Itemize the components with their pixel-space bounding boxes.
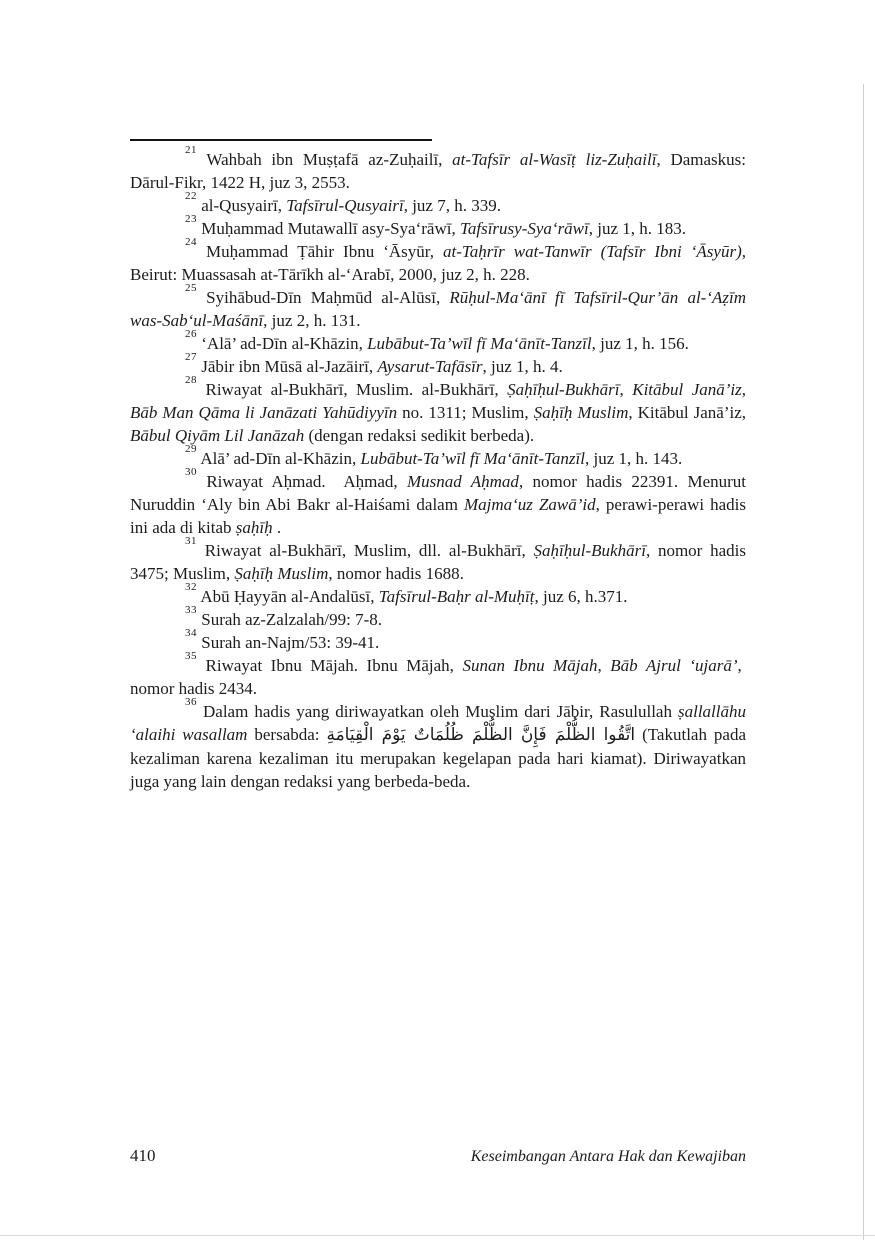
footnote-number: 29 <box>185 443 197 456</box>
footnote-text: Tafsīrusy-Sya‘rāwī <box>459 219 589 238</box>
page-footer <box>130 1146 746 1166</box>
footnote-text: Abū Ḥayyān al-Andalūsī, <box>200 587 379 606</box>
footnote-text: (dengan redaksi sedikit berbeda). <box>304 426 535 445</box>
footnote-text: Musnad Aḥmad <box>406 472 519 491</box>
footnote-text: Riwayat Ibnu Mājah. Ibnu Mājah, <box>205 656 463 675</box>
footnote-number: 31 <box>185 535 197 548</box>
footnote-text: Lubābut-Ta’wīl fī Ma‘ānīt-Tanzīl <box>367 334 592 353</box>
footnote-text: , Kitābul Janā’iz, <box>628 403 746 422</box>
running-title: Keseimbangan Antara Hak dan Kewajiban <box>470 1148 746 1165</box>
footnote-number: 30 <box>185 466 197 479</box>
footnote-text: bersabda: <box>247 725 327 744</box>
footnote-text: , juz 1, h. 4. <box>482 357 563 376</box>
footnote-text: Bāb Ajrul ‘ujarā’ <box>610 656 738 675</box>
footnote-section <box>130 139 746 793</box>
footnote-number: 21 <box>185 144 197 157</box>
scan-artifact-bottom-edge <box>0 1235 875 1236</box>
footnote-text: ṣaḥīḥ <box>235 518 273 537</box>
footnote-number: 23 <box>185 213 197 226</box>
footnote-30 <box>130 466 746 539</box>
footnotes <box>130 144 747 793</box>
footnote-text: Rūḥul-Ma‘ānī fī Tafsīril-Qur’ān al-‘Aẓīm was-Sab‘ul-Maśānī <box>130 288 747 330</box>
footnote-text: Aysarut-Tafāsīr <box>377 357 483 376</box>
scan-artifact-right-edge <box>863 84 864 1240</box>
footnote-34 <box>130 627 746 654</box>
footnote-text: Majma‘uz Zawā’id <box>463 495 596 514</box>
footnote-26 <box>130 328 746 355</box>
footnote-text: Riwayat al-Bukhārī, Muslim, dll. al-Bukhārī, <box>204 541 534 560</box>
footnote-number: 25 <box>185 282 197 295</box>
footnote-text: Tafsīrul-Baḥr al-Muḥīṭ <box>378 587 535 606</box>
footnote-text: Bābul Qiyām Lil Janāzah <box>130 426 305 445</box>
footnote-text: at-Taḥrīr wat-Tanwīr (Tafsīr Ibni ‘Āsyūr) <box>443 242 742 261</box>
page-number: 410 <box>130 1146 156 1165</box>
footnote-text: , <box>597 656 611 675</box>
footnote-text: Surah az-Zalzalah/99: 7-8. <box>201 610 383 629</box>
footnote-31 <box>130 535 746 585</box>
arabic-hadith-text: اتَّقُوا الظُّلْمَ فَإِنَّ الظُّلْمَ ظُلُمَاتٌ يَوْمَ الْقِيَامَةِ <box>326 725 636 745</box>
footnote-number: 35 <box>185 650 197 663</box>
footnote-text: , juz 1, h. 183. <box>588 219 687 238</box>
footnote-text: Alā’ ad-Dīn al-Khāzin, <box>200 449 361 468</box>
footnote-text: , juz 6, h.371. <box>534 587 628 606</box>
footnote-29 <box>130 443 746 470</box>
footnote-text: Tafsīrul-Qusyairī <box>286 196 404 215</box>
footnote-text: , nomor hadis 2434. <box>130 656 746 698</box>
footnote-text: , <box>619 380 633 399</box>
footnote-32 <box>130 581 746 608</box>
footnote-22 <box>130 190 746 217</box>
footnote-text: Riwayat Aḥmad. Aḥmad, <box>206 472 407 491</box>
footnote-21 <box>130 144 746 194</box>
footnote-text: Dalam hadis yang diriwayatkan oleh Muslim dari Jābir, Rasulullah <box>203 702 678 721</box>
footnote-text: Riwayat al-Bukhārī, Muslim. al-Bukhārī, <box>205 380 508 399</box>
footnote-text: ṣallallāhu ‘alaihi wasallam <box>130 702 747 744</box>
footnote-text: Surah an-Najm/53: 39-41. <box>201 633 380 652</box>
footnote-text: , Damaskus: Dārul-Fikr, 1422 H, juz 3, 2553. <box>130 150 746 192</box>
footnote-text: , juz 2, h. 131. <box>263 311 361 330</box>
footnote-text: Syihābud-Dīn Maḥmūd al-Alūsī, <box>206 288 450 307</box>
footnote-text: , nomor hadis 1688. <box>328 564 464 583</box>
footnote-text: , nomor hadis 3475; Muslim, <box>130 541 746 583</box>
footnote-number: 36 <box>185 696 197 709</box>
footnote-text: Kitābul Janā’iz <box>632 380 742 399</box>
footnote-number: 26 <box>185 328 197 341</box>
footnote-text: at-Tafsīr al-Wasīṭ liz-Zuḥailī <box>452 150 657 169</box>
footnote-text: , Beirut: Muassasah at-Tārīkh al-‘Arabī, 2000, juz 2, h. 228. <box>130 242 746 284</box>
footnote-text: al-Qusyairī, <box>201 196 287 215</box>
footnote-text: Ṣaḥīḥ Muslim <box>533 403 629 422</box>
footnote-25 <box>130 282 747 332</box>
footnote-36 <box>130 696 747 793</box>
footnote-number: 27 <box>185 351 197 364</box>
footnote-35 <box>130 650 746 700</box>
footnote-text: Wahbah ibn Muṣṭafā az-Zuḥailī, <box>206 150 453 169</box>
footnote-text: . <box>272 518 282 537</box>
footnote-33 <box>130 604 746 631</box>
footnote-number: 22 <box>185 190 197 203</box>
footnote-23 <box>130 213 746 240</box>
footnote-text: Sunan Ibnu Mājah <box>462 656 598 675</box>
footnote-text: Muḥammad Ṭāhir Ibnu ‘Āsyūr, <box>206 242 444 261</box>
footnote-number: 28 <box>185 374 197 387</box>
footnote-text: Muḥammad Mutawallī asy-Sya‘rāwī, <box>201 219 460 238</box>
footnote-text: no. 1311; Muslim, <box>397 403 534 422</box>
footnote-separator <box>130 139 432 141</box>
footnote-text: , <box>741 380 747 399</box>
footnote-text: ‘Alā’ ad-Dīn al-Khāzin, <box>201 334 368 353</box>
footnote-number: 32 <box>185 581 197 594</box>
footnote-text: Ṣaḥīḥul-Bukhārī <box>507 380 620 399</box>
footnote-text: Bāb Man Qāma li Janāzati Yahūdiyyīn <box>130 403 398 422</box>
footnote-text: , juz 1, h. 143. <box>585 449 683 468</box>
footnote-number: 33 <box>185 604 197 617</box>
footnote-text: Ṣaḥīḥ Muslim <box>234 564 329 583</box>
footnote-text: , juz 1, h. 156. <box>591 334 689 353</box>
footnote-text: Jābir ibn Mūsā al-Jazāirī, <box>201 357 378 376</box>
footnote-number: 24 <box>185 236 197 249</box>
footnote-27 <box>130 351 746 378</box>
footnote-text: , perawi-perawi hadis ini ada di kitab <box>130 495 746 537</box>
footnote-number: 34 <box>185 627 197 640</box>
footnote-text: , juz 7, h. 339. <box>403 196 501 215</box>
footnote-28 <box>130 374 747 447</box>
footnote-24 <box>130 236 746 286</box>
footnote-text: , nomor hadis 22391. Menurut Nuruddin ‘Aly bin Abi Bakr al-Haiśami dalam <box>130 472 746 514</box>
footnote-text: Ṣaḥīḥul-Bukhārī <box>533 541 646 560</box>
footnote-text: Lubābut-Ta’wīl fī Ma‘ānīt-Tanzīl <box>360 449 585 468</box>
footnote-text: (Takutlah pada kezaliman karena kezaliman itu merupakan kegelapan pada hari kiamat). Diriwayatkan juga yang lain dengan redaksi yang berbeda-beda. <box>130 725 746 791</box>
